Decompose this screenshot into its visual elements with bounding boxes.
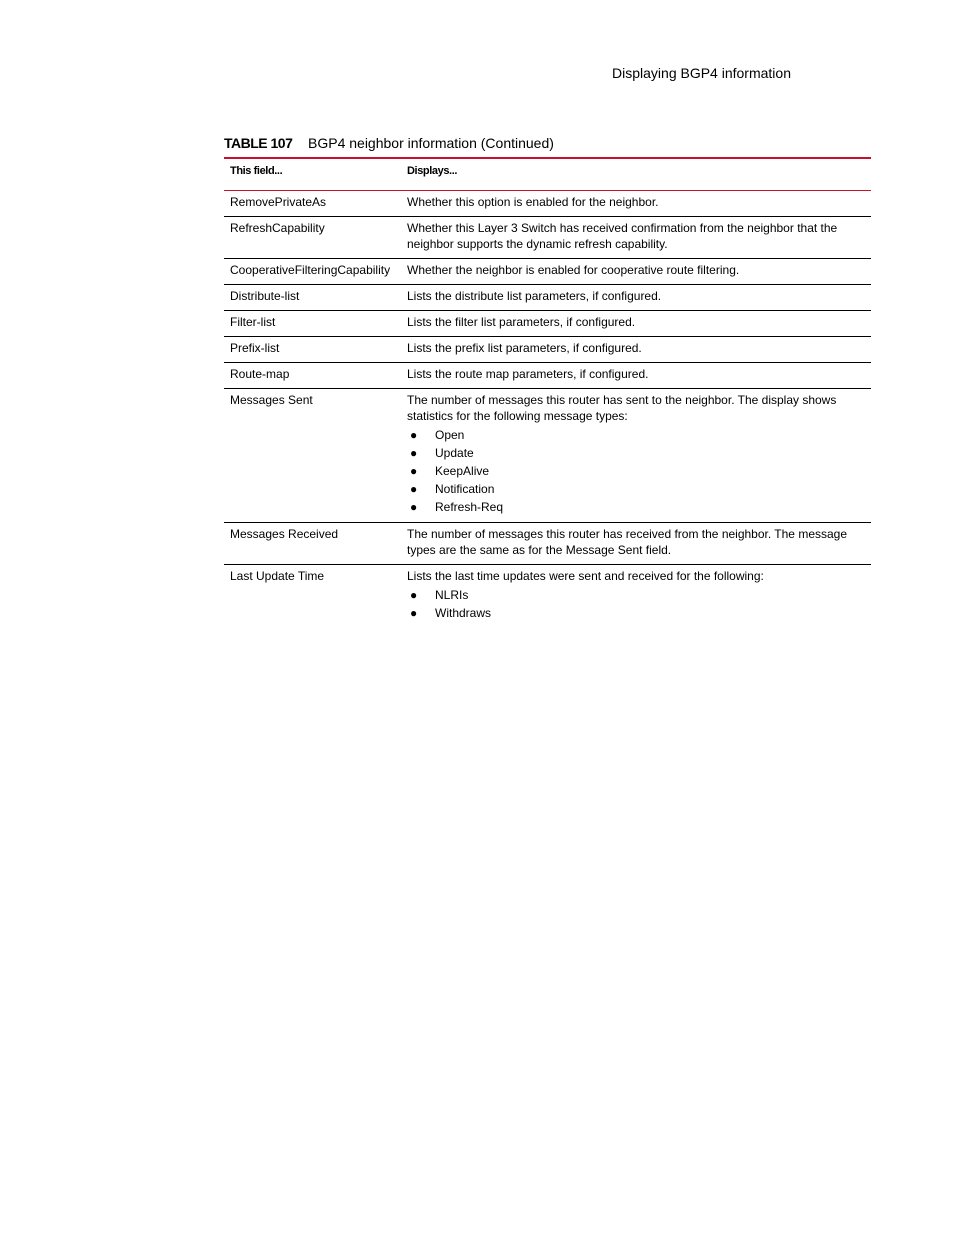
field-description	[401, 565, 871, 629]
list-item-text: Notification	[435, 482, 495, 496]
description-text: Lists the route map parameters, if configured.	[407, 367, 649, 381]
field-description	[401, 311, 871, 337]
list-item	[407, 426, 865, 444]
bullet-icon: ●	[410, 588, 418, 602]
table-row	[224, 389, 871, 523]
column-header-field: This field...	[230, 165, 283, 177]
field-name: RemovePrivateAs	[230, 195, 327, 209]
field-description	[401, 217, 871, 259]
table-row	[224, 523, 871, 565]
field-name: Distribute-list	[230, 289, 300, 303]
description-text: Lists the prefix list parameters, if configured.	[407, 341, 642, 355]
table-header-row	[224, 158, 871, 191]
table-row	[224, 217, 871, 259]
table-title: BGP4 neighbor information (Continued)	[308, 135, 554, 151]
list-item-text: Withdraws	[435, 606, 492, 620]
description-text: The number of messages this router has received from the neighbor. The message types are the same as for the Message Sent field.	[407, 527, 848, 557]
description-text: Lists the distribute list parameters, if configured.	[407, 289, 662, 303]
neighbor-info-table	[224, 157, 871, 628]
table-caption	[224, 135, 871, 155]
list-item	[407, 480, 865, 498]
update-type-list	[407, 586, 865, 622]
running-header: Displaying BGP4 information	[612, 65, 791, 81]
bullet-icon: ●	[410, 606, 418, 620]
field-name: Messages Received	[230, 527, 339, 541]
bullet-icon: ●	[410, 464, 418, 478]
field-name: Route-map	[230, 367, 290, 381]
table-row	[224, 363, 871, 389]
field-name: CooperativeFilteringCapability	[230, 263, 391, 277]
field-description	[401, 285, 871, 311]
field-description	[401, 363, 871, 389]
field-description	[401, 337, 871, 363]
field-name: Filter-list	[230, 315, 276, 329]
bullet-icon: ●	[410, 428, 418, 442]
description-text: Whether this Layer 3 Switch has received confirmation from the neighbor that the neighbor supports the dynamic refresh capability.	[407, 221, 838, 251]
description-text: Lists the filter list parameters, if configured.	[407, 315, 636, 329]
description-text: Whether the neighbor is enabled for cooperative route filtering.	[407, 263, 740, 277]
field-description	[401, 389, 871, 523]
list-item	[407, 462, 865, 480]
field-name: Last Update Time	[230, 569, 325, 583]
list-item-text: Refresh-Req	[435, 500, 504, 514]
bullet-icon: ●	[410, 446, 418, 460]
list-item-text: Update	[435, 446, 474, 460]
table-row	[224, 311, 871, 337]
field-name: RefreshCapability	[230, 221, 325, 235]
field-description	[401, 191, 871, 217]
field-description	[401, 259, 871, 285]
list-item	[407, 498, 865, 516]
list-item-text: Open	[435, 428, 465, 442]
description-text: Lists the last time updates were sent and received for the following:	[407, 569, 764, 583]
table-row	[224, 565, 871, 629]
table-row	[224, 259, 871, 285]
field-name: Prefix-list	[230, 341, 280, 355]
table-number: TABLE 107	[224, 135, 293, 151]
description-text: The number of messages this router has sent to the neighbor. The display shows statistics for the following message types:	[407, 393, 837, 423]
list-item	[407, 604, 865, 622]
bullet-icon: ●	[410, 482, 418, 496]
field-description	[401, 523, 871, 565]
neighbor-info-table-container	[224, 157, 871, 628]
table-row	[224, 285, 871, 311]
message-type-list	[407, 426, 865, 516]
field-name: Messages Sent	[230, 393, 313, 407]
bullet-icon: ●	[410, 500, 418, 514]
list-item-text: NLRIs	[435, 588, 469, 602]
list-item	[407, 444, 865, 462]
table-row	[224, 191, 871, 217]
table-row	[224, 337, 871, 363]
column-header-displays: Displays...	[407, 165, 458, 177]
description-text: Whether this option is enabled for the neighbor.	[407, 195, 659, 209]
list-item-text: KeepAlive	[435, 464, 490, 478]
list-item	[407, 586, 865, 604]
